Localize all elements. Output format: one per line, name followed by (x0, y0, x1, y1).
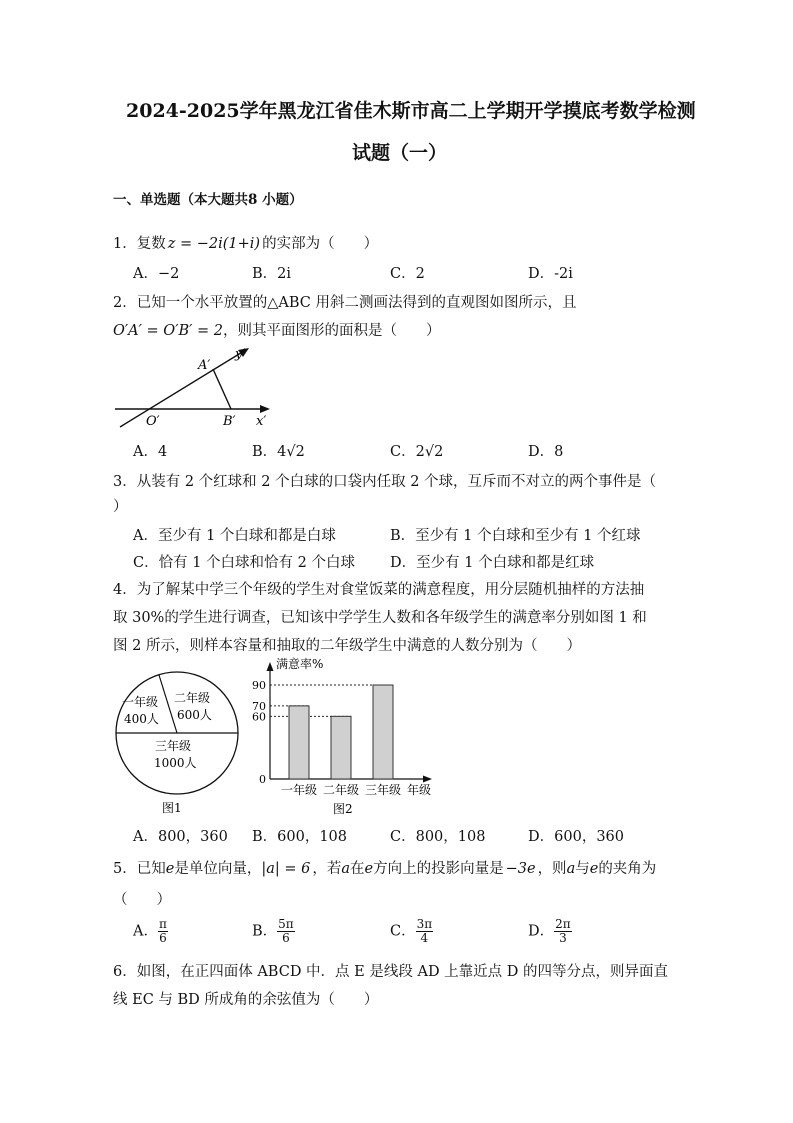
pie-figure (112, 668, 244, 818)
question-6-line1: 6．如图，在正四面体 ABCD 中．点 E 是线段 AD 上靠近点 D 的四等分点，则异面直 (113, 964, 669, 980)
q4-option-a[interactable]: A．800，360 (133, 829, 228, 845)
q1-option-d[interactable]: D．-2i (528, 266, 573, 282)
question-2-line2: O′A′ = O′B′ = 2，则其平面图形的面积是（ ） (113, 323, 441, 339)
chart-caption: 图2 (333, 802, 353, 816)
q3-option-b[interactable]: B．至少有 1 个白球和至少有 1 个红球 (390, 528, 641, 544)
q5-option-d[interactable]: D． $\frac{2\pi}{3}$ (528, 917, 571, 945)
pie-count-grade2: 600人 (177, 708, 212, 722)
x-tick-2: 二年级 (322, 783, 360, 797)
q2-option-a[interactable]: A．4 (133, 444, 168, 460)
question-5-line1: 5．已知e是单位向量，|a| = 6 ，若a在e方向上的投影向量是 −3e ，则a与e的夹角为 (113, 861, 657, 877)
question-1-stem: 1．复数 z = −2i(1+i) 的实部为（ ） (113, 236, 379, 252)
question-4-line2: 取 30%的学生进行调查，已知该中学学生人数和各年级学生的满意率分别如图 1 和 (113, 610, 647, 626)
vector-a-2: a (566, 861, 576, 877)
y-tick-70: 70 (252, 699, 266, 713)
abs-a-expr: |a| = 6 (261, 861, 311, 877)
section-heading: 一、单选题（本大题共8 小题） (113, 192, 303, 208)
question-3-line1: 3．从装有 2 个红球和 2 个白球的口袋内任取 2 个球，互斥而不对立的两个事件是（ (113, 474, 657, 490)
chart-y-axis-arrow (267, 662, 274, 671)
pie-count-grade3: 1000人 (154, 756, 197, 770)
bar-2 (331, 716, 351, 779)
pie-label-grade3: 三年级 (155, 739, 192, 753)
pie-label-grade1: 一年级 (122, 695, 159, 709)
label-a: A′ (198, 358, 211, 373)
y-tick-0: 0 (259, 773, 266, 786)
q4-option-c[interactable]: C．800，108 (390, 829, 486, 845)
q5-option-a-fraction: $\frac{\pi}{6}$ (158, 917, 167, 945)
question-1-math: z = −2i(1+i) (167, 236, 261, 252)
vector-e-2: e (364, 861, 374, 877)
oblique-figure (110, 342, 280, 430)
q5-option-d-fraction: $\frac{2\pi}{3}$ (555, 917, 571, 945)
label-y: y′ (235, 347, 246, 362)
projection-vector: −3e (505, 861, 536, 877)
chart-x-label: 年级 (407, 783, 432, 797)
q1-option-a[interactable]: A．−2 (133, 266, 180, 282)
q1-option-b[interactable]: B．2i (252, 266, 292, 282)
label-x: x′ (256, 414, 267, 429)
label-b: B′ (223, 414, 236, 429)
document-title: 2024-2025学年黑龙江省佳木斯市高二上学期开学摸底考数学检测 (126, 100, 696, 122)
q2-option-d[interactable]: D．8 (528, 444, 564, 460)
chart-x-axis-arrow (423, 776, 432, 783)
x-tick-3: 三年级 (364, 783, 402, 797)
vector-e: e (165, 861, 175, 877)
q3-option-c[interactable]: C．恰有 1 个白球和恰有 2 个白球 (133, 555, 355, 571)
q5-option-c[interactable]: C． $\frac{3\pi}{4}$ (390, 917, 433, 945)
bar-chart (250, 656, 450, 820)
chart-y-label: 满意率% (276, 657, 324, 671)
q4-option-d[interactable]: D．600，360 (528, 829, 624, 845)
q5-option-b-fraction: $\frac{5\pi}{6}$ (278, 917, 294, 945)
q3-option-d[interactable]: D．至少有 1 个白球和都是红球 (390, 555, 595, 571)
document-title-line2: 试题（一） (352, 142, 448, 164)
q5-option-b[interactable]: B． $\frac{5\pi}{6}$ (252, 917, 294, 945)
question-2-line1: 2．已知一个水平放置的△ABC 用斜二测画法得到的直观图如图所示，且 (113, 295, 577, 311)
x-tick-1: 一年级 (280, 783, 318, 797)
question-5-line2: （ ） (113, 892, 171, 908)
pie-count-grade1: 400人 (124, 712, 159, 726)
vector-a: a (341, 861, 350, 877)
question-6-line2: 线 EC 与 BD 所成角的余弦值为（ ） (113, 992, 379, 1008)
vector-e-3: e (589, 861, 599, 877)
q5-option-c-fraction: $\frac{3\pi}{4}$ (416, 917, 433, 945)
bar-3 (373, 685, 393, 779)
pie-label-grade2: 二年级 (174, 691, 211, 705)
q1-option-c[interactable]: C．2 (390, 266, 425, 282)
question-3-line2: ） (113, 499, 128, 515)
q5-option-a[interactable]: A． $\frac{\pi}{6}$ (133, 917, 167, 945)
q2-option-b[interactable]: B．4√2 (252, 444, 305, 460)
label-o: O′ (146, 414, 160, 429)
question-4-line1: 4．为了解某中学三个年级的学生对食堂饭菜的满意程度，用分层随机抽样的方法抽 (113, 582, 645, 598)
q2-option-c[interactable]: C．2√2 (390, 444, 444, 460)
bar-1 (289, 706, 309, 779)
y-tick-90: 90 (252, 679, 266, 692)
question-4-line3: 图 2 所示，则样本容量和抽取的二年级学生中满意的人数分别为（ ） (113, 638, 581, 654)
x-axis-arrow (260, 405, 270, 413)
question-2-math: O′A′ = O′B′ = 2 (113, 323, 224, 339)
segment-ab (213, 369, 231, 409)
q3-option-a[interactable]: A．至少有 1 个白球和都是白球 (133, 528, 336, 544)
pie-caption: 图1 (162, 801, 182, 815)
q4-option-b[interactable]: B．600，108 (252, 829, 348, 845)
y-tick-60: 60 (252, 710, 266, 724)
